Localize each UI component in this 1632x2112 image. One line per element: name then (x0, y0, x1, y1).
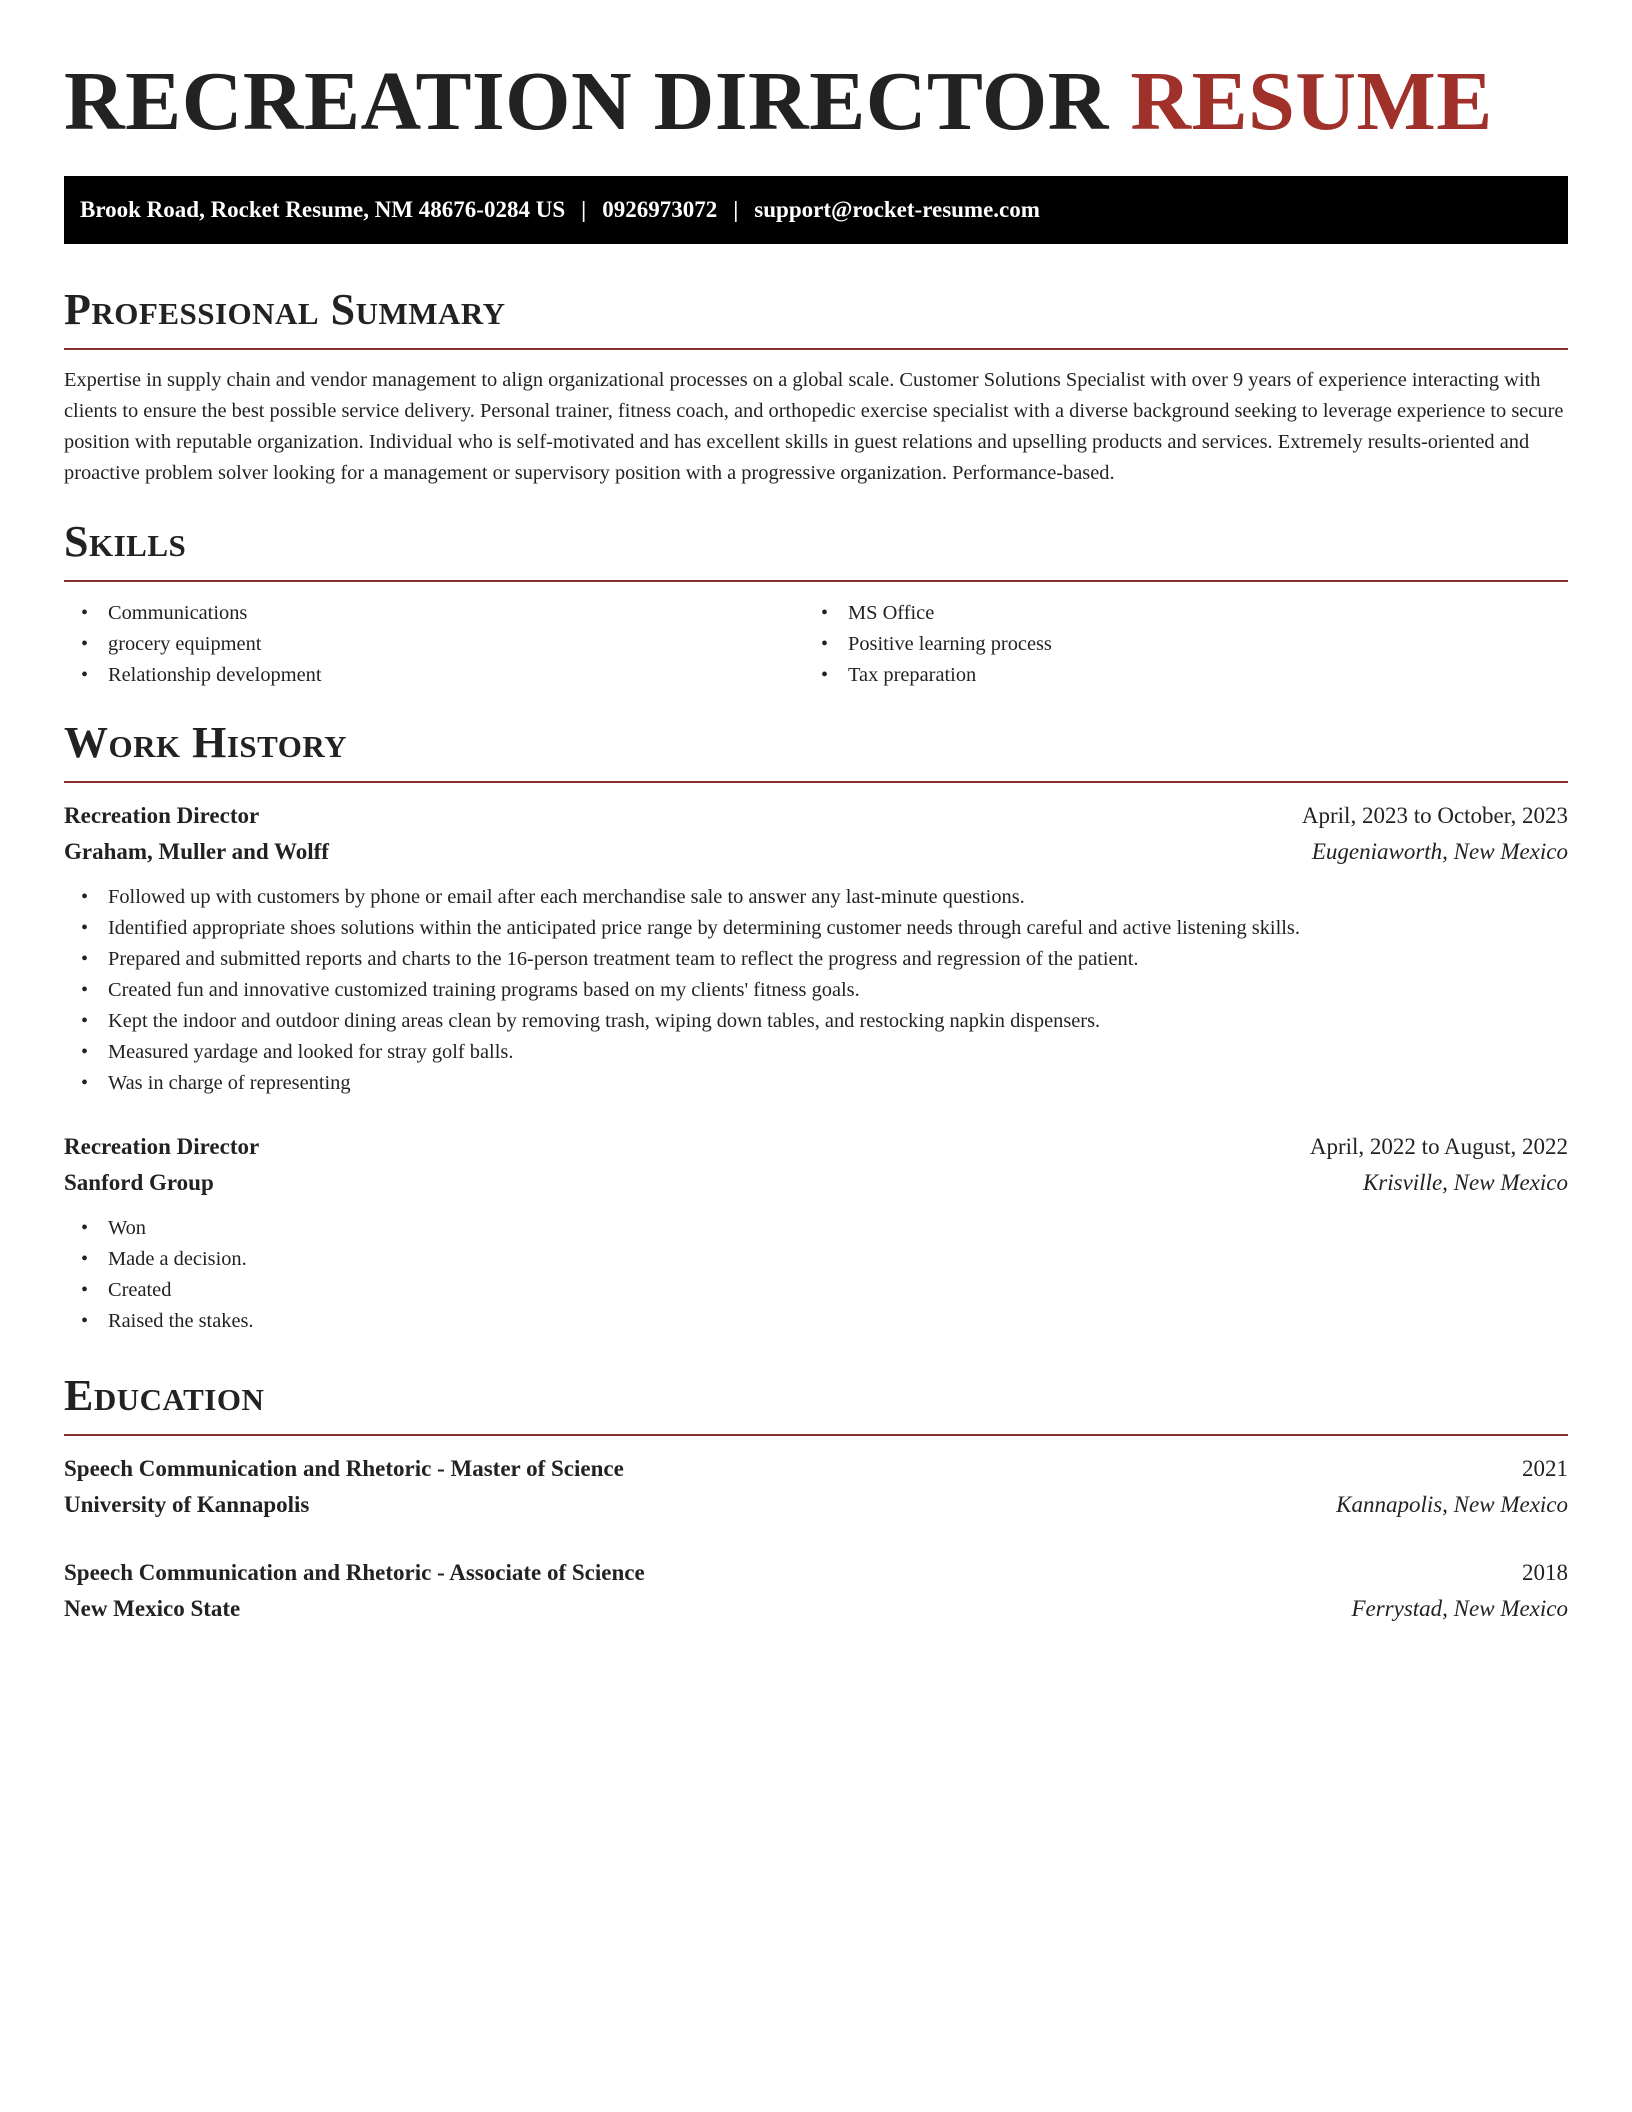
summary-section (64, 284, 1568, 489)
skill-item: • Relationship development (64, 660, 804, 691)
education-location: Ferrystad, New Mexico (1351, 1596, 1568, 1621)
job-bullet: • Prepared and submitted reports and charts to the 16-person treatment team to reflect the progress and regression of the patient. (64, 944, 1568, 975)
contact-address: Brook Road, Rocket Resume, NM 48676-0284 US (80, 197, 566, 222)
job-dates: April, 2023 to October, 2023 (1301, 803, 1568, 828)
title-main: RECREATION DIRECTOR (64, 55, 1109, 148)
work-heading: Work History (64, 718, 348, 767)
skill-item: • Positive learning process (804, 629, 1544, 660)
skills-column-left (64, 598, 804, 691)
job-company: Sanford Group (64, 1170, 214, 1195)
education-degree: Speech Communication and Rhetoric - Master of Science (64, 1456, 624, 1481)
skill-item: • MS Office (804, 598, 1544, 629)
education-school: New Mexico State (64, 1596, 241, 1621)
education-school: University of Kannapolis (64, 1492, 310, 1517)
job-location: Eugeniaworth, New Mexico (1311, 839, 1568, 864)
job-bullet: • Raised the stakes. (64, 1306, 1568, 1337)
job-bullet: • Was in charge of representing (64, 1068, 1568, 1099)
job-location: Krisville, New Mexico (1362, 1170, 1568, 1195)
title-accent: RESUME (1130, 55, 1493, 148)
education-entry (64, 1451, 1568, 1523)
job-bullet: • Followed up with customers by phone or email after each merchandise sale to answer any last-minute questions. (64, 882, 1568, 913)
job-dates: April, 2022 to August, 2022 (1309, 1134, 1568, 1159)
job-company: Graham, Muller and Wolff (64, 839, 329, 864)
skill-item: • Communications (64, 598, 804, 629)
skills-list (64, 598, 1568, 691)
job-bullet: • Created fun and innovative customized training programs based on my clients' fitness goals. (64, 975, 1568, 1006)
section-divider (64, 1434, 1568, 1436)
job-bullets (64, 882, 1568, 1099)
job-bullet: • Identified appropriate shoes solutions within the anticipated price range by determining customer needs through careful and active listening skills. (64, 913, 1568, 944)
summary-text: Expertise in supply chain and vendor management to align organizational processes on a global scale. Customer Solutions Specialist with over 9 years of experience interacting with clients to ensure the best possible service delivery. Personal trainer, fitness coach, and orthopedic exercise specialist with a diverse background seeking to leverage experience to secure position with reputable organization. Individual who is self-motivated and has excellent skills in guest relations and upselling products and services. Extremely results-oriented and proactive problem solver looking for a management or supervisory position with a progressive organization. Performance-based. (64, 369, 1564, 484)
summary-heading: Professional Summary (64, 285, 506, 334)
job-bullet: • Created (64, 1275, 1568, 1306)
skill-item: • Tax preparation (804, 660, 1544, 691)
job-bullet: • Made a decision. (64, 1244, 1568, 1275)
job-title: Recreation Director (64, 1134, 260, 1159)
education-entry (64, 1555, 1568, 1627)
contact-phone: 0926973072 (602, 197, 718, 222)
contact-separator: | (733, 197, 739, 222)
skill-item: • grocery equipment (64, 629, 804, 660)
resume-title (64, 52, 1493, 152)
work-section (64, 717, 1568, 1337)
skills-heading: Skills (64, 517, 187, 566)
contact-email[interactable]: support@rocket-resume.com (754, 197, 1040, 222)
education-degree: Speech Communication and Rhetoric - Associate of Science (64, 1560, 645, 1585)
section-divider (64, 781, 1568, 783)
skills-column-right (804, 598, 1544, 691)
job-title: Recreation Director (64, 803, 260, 828)
education-year: 2021 (1522, 1456, 1568, 1481)
contact-separator: | (581, 197, 587, 222)
job-bullet: • Measured yardage and looked for stray golf balls. (64, 1037, 1568, 1068)
skills-section (64, 516, 1568, 691)
job-bullets (64, 1213, 1568, 1337)
section-divider (64, 348, 1568, 350)
job-entry (64, 1129, 1568, 1337)
education-section (64, 1370, 1568, 1627)
education-location: Kannapolis, New Mexico (1336, 1492, 1568, 1517)
job-bullet: • Won (64, 1213, 1568, 1244)
education-year: 2018 (1522, 1560, 1568, 1585)
contact-bar (64, 176, 1568, 244)
job-entry (64, 798, 1568, 1099)
job-bullet: • Kept the indoor and outdoor dining areas clean by removing trash, wiping down tables, and restocking napkin dispensers. (64, 1006, 1568, 1037)
section-divider (64, 580, 1568, 582)
education-heading: Education (64, 1371, 265, 1420)
